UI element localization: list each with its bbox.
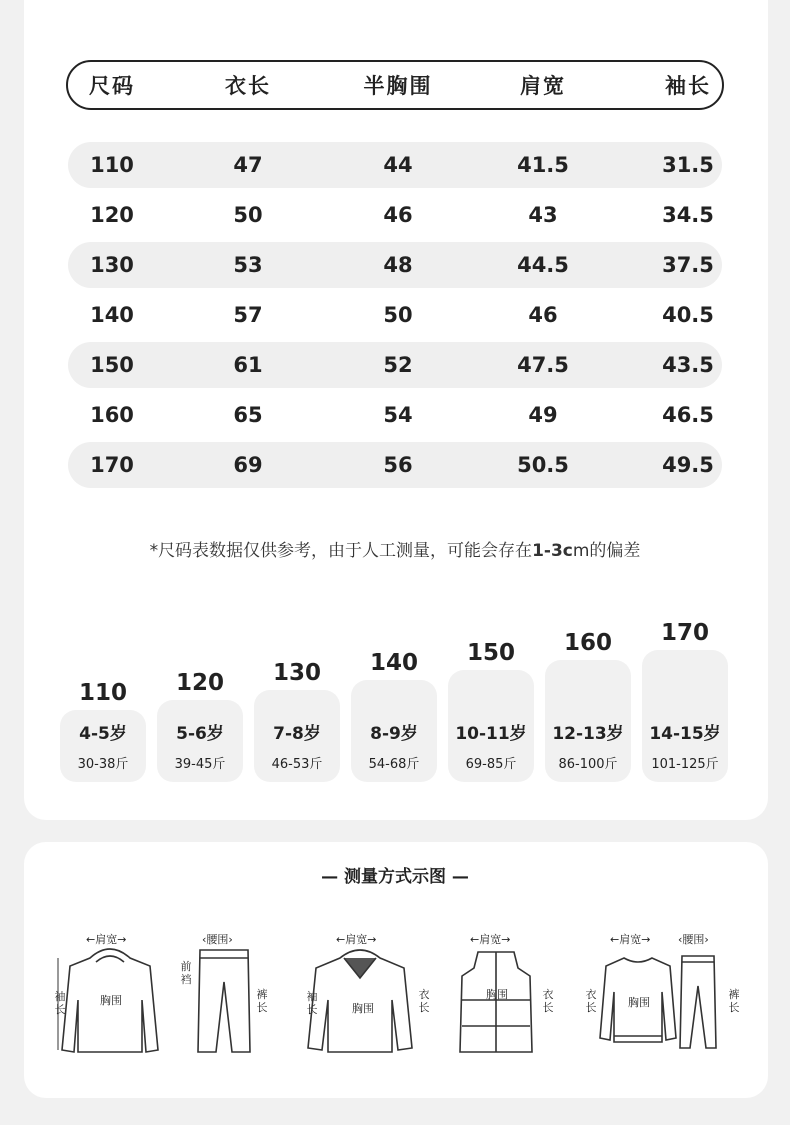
header-shoulder: 肩宽 <box>520 74 566 98</box>
cell-size: 120 <box>90 203 134 227</box>
table-row <box>68 142 722 188</box>
sleeve-label: 袖长 <box>54 990 66 1016</box>
sleeve-label: 袖长 <box>306 990 318 1016</box>
cell-size: 110 <box>90 153 134 177</box>
cell-sleeve: 34.5 <box>662 203 714 227</box>
pant-length-label: 裤长 <box>256 988 268 1014</box>
header-length: 衣长 <box>225 74 271 98</box>
zip-hoodie-icon <box>300 944 420 1056</box>
table-row <box>68 392 722 438</box>
cell-size: 150 <box>90 353 134 377</box>
cell-length: 69 <box>233 453 263 477</box>
cell-size: 130 <box>90 253 134 277</box>
pants-icon <box>194 946 254 1056</box>
cell-sleeve: 49.5 <box>662 453 714 477</box>
sweater-icon <box>598 952 678 1048</box>
jogger-pants-icon <box>678 952 718 1052</box>
cell-half-chest: 56 <box>383 453 413 477</box>
cell-shoulder: 49 <box>528 403 558 427</box>
measure-guide-title: — 测量方式示图 — <box>321 867 469 887</box>
vest-icon <box>456 948 536 1056</box>
cell-length: 50 <box>233 203 263 227</box>
header-size: 尺码 <box>89 74 135 98</box>
waist-label: ‹腰围› <box>678 933 709 946</box>
age-badge: 7-8岁 46-53斤 <box>254 690 340 782</box>
age-badge: 5-6岁 39-45斤 <box>157 700 243 782</box>
age-size-label: 120 <box>175 670 224 696</box>
cell-sleeve: 40.5 <box>662 303 714 327</box>
header-sleeve: 袖长 <box>665 74 711 98</box>
age-size-label: 170 <box>660 620 709 646</box>
cell-shoulder: 47.5 <box>517 353 569 377</box>
cell-shoulder: 44.5 <box>517 253 569 277</box>
length-label: 衣长 <box>542 988 554 1014</box>
shoulder-label: ←肩宽→ <box>470 933 511 946</box>
age-size-label: 140 <box>369 650 418 676</box>
cell-shoulder: 43 <box>528 203 558 227</box>
table-row <box>68 342 722 388</box>
cell-sleeve: 46.5 <box>662 403 714 427</box>
chest-label: 胸围 <box>628 996 650 1009</box>
age-size-label: 110 <box>78 680 127 706</box>
cell-sleeve: 31.5 <box>662 153 714 177</box>
table-row <box>68 192 722 238</box>
hoodie-icon <box>50 940 170 1060</box>
cell-size: 140 <box>90 303 134 327</box>
size-table-header <box>66 60 724 110</box>
cell-half-chest: 52 <box>383 353 413 377</box>
cell-size: 160 <box>90 403 134 427</box>
cell-size: 170 <box>90 453 134 477</box>
cell-shoulder: 41.5 <box>517 153 569 177</box>
age-badge: 14-15岁 101-125斤 <box>642 650 728 782</box>
cell-half-chest: 50 <box>383 303 413 327</box>
cell-half-chest: 44 <box>383 153 413 177</box>
age-size-label: 150 <box>466 640 515 666</box>
rise-label: 前裆 <box>180 960 192 986</box>
length-label: 衣长 <box>418 988 430 1014</box>
cell-half-chest: 54 <box>383 403 413 427</box>
table-row <box>68 442 722 488</box>
table-row <box>68 292 722 338</box>
pant-length-label: 裤长 <box>728 988 740 1014</box>
age-badge: 10-11岁 69-85斤 <box>448 670 534 782</box>
length-label: 衣长 <box>585 988 597 1014</box>
cell-sleeve: 43.5 <box>662 353 714 377</box>
cell-length: 57 <box>233 303 263 327</box>
cell-shoulder: 50.5 <box>517 453 569 477</box>
age-badge: 12-13岁 86-100斤 <box>545 660 631 782</box>
cell-length: 61 <box>233 353 263 377</box>
age-badge: 4-5岁 30-38斤 <box>60 710 146 782</box>
waist-label: ‹腰围› <box>202 933 233 946</box>
cell-half-chest: 46 <box>383 203 413 227</box>
header-half-chest: 半胸围 <box>363 74 433 98</box>
shoulder-label: ←肩宽→ <box>610 933 651 946</box>
measurement-disclaimer: *尺码表数据仅供参考，由于人工测量，可能会存在1-3cm的偏差 <box>149 541 641 561</box>
chest-label: 胸围 <box>352 1002 374 1015</box>
shoulder-label: ←肩宽→ <box>86 933 127 946</box>
chest-label: 胸围 <box>486 988 508 1001</box>
cell-half-chest: 48 <box>383 253 413 277</box>
cell-length: 53 <box>233 253 263 277</box>
age-size-label: 160 <box>563 630 612 656</box>
cell-sleeve: 37.5 <box>662 253 714 277</box>
chest-label: 胸围 <box>100 994 122 1007</box>
age-size-label: 130 <box>272 660 321 686</box>
cell-shoulder: 46 <box>528 303 558 327</box>
cell-length: 65 <box>233 403 263 427</box>
cell-length: 47 <box>233 153 263 177</box>
table-row <box>68 242 722 288</box>
shoulder-label: ←肩宽→ <box>336 933 377 946</box>
age-badge: 8-9岁 54-68斤 <box>351 680 437 782</box>
